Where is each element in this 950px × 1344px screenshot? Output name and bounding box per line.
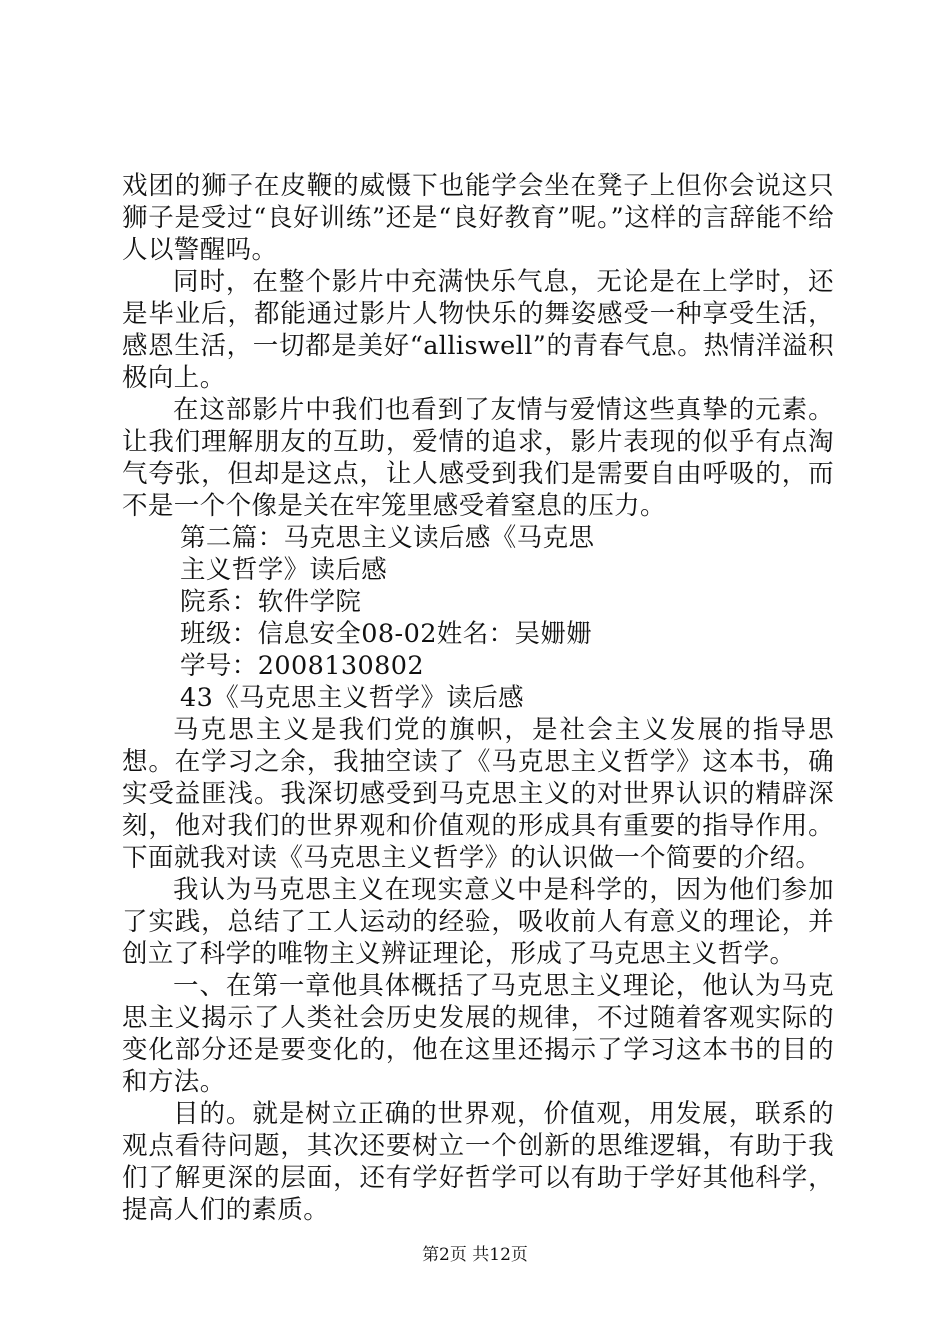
paragraph-lion-quote: 戏团的狮子在皮鞭的威慑下也能学会坐在凳子上但你会说这只狮子是受过“良好训练”还是“良好教育”呢。”这样的言辞能不给人以警醒吗。 xyxy=(122,171,834,265)
student-id-line: 学号：2008130802 xyxy=(180,651,424,681)
paragraph-marxism-science: 我认为马克思主义在现实意义中是科学的，因为他们参加了实践，总结了工人运动的经验，吸收前人有意义的理论，并创立了科学的唯物主义辨证理论，形成了马克思主义哲学。 xyxy=(122,875,834,969)
paragraph-purpose: 目的。就是树立正确的世界观，价值观，用发展，联系的观点看待问题，其次还要树立一个创新的思维逻辑，有助于我们了解更深的层面，还有学好哲学可以有助于学好其他科学，提高人们的素质。 xyxy=(122,1099,834,1225)
department-line: 院系：软件学院 xyxy=(180,587,362,617)
section-heading-line-2: 主义哲学》读后感 xyxy=(180,555,388,585)
page-number-footer: 第2页 共12页 xyxy=(422,1245,528,1265)
paragraph-happy-atmosphere: 同时，在整个影片中充满快乐气息，无论是在上学时，还是毕业后，都能通过影片人物快乐的舞姿感受一种享受生活，感恩生活，一切都是美好“alliswell”的青春气息。热情洋溢积极向上。 xyxy=(122,267,834,393)
essay-title-line: 43《马克思主义哲学》读后感 xyxy=(180,683,525,713)
paragraph-chapter-one: 一、在第一章他具体概括了马克思主义理论，他认为马克思主义揭示了人类社会历史发展的规律，不过随着客观实际的变化部分还是要变化的，他在这里还揭示了学习这本书的目的和方法。 xyxy=(122,971,834,1097)
document-body xyxy=(122,170,834,1226)
paragraph-friendship-love: 在这部影片中我们也看到了友情与爱情这些真挚的元素。让我们理解朋友的互助，爱情的追求，影片表现的似乎有点淘气夸张，但却是这点，让人感受到我们是需要自由呼吸的，而不是一个个像是关在牢笼里感受着窒息的压力。 xyxy=(122,395,834,521)
class-name-line: 班级：信息安全08-02姓名：吴姗姗 xyxy=(180,619,593,649)
paragraph-marxism-intro: 马克思主义是我们党的旗帜，是社会主义发展的指导思想。在学习之余，我抽空读了《马克思主义哲学》这本书，确实受益匪浅。我深切感受到马克思主义的对世界认识的精辟深刻，他对我们的世界观和价值观的形成具有重要的指导作用。下面就我对读《马克思主义哲学》的认识做一个简要的介绍。 xyxy=(122,715,834,873)
section-heading-line-1: 第二篇：马克思主义读后感《马克思 xyxy=(180,523,595,553)
